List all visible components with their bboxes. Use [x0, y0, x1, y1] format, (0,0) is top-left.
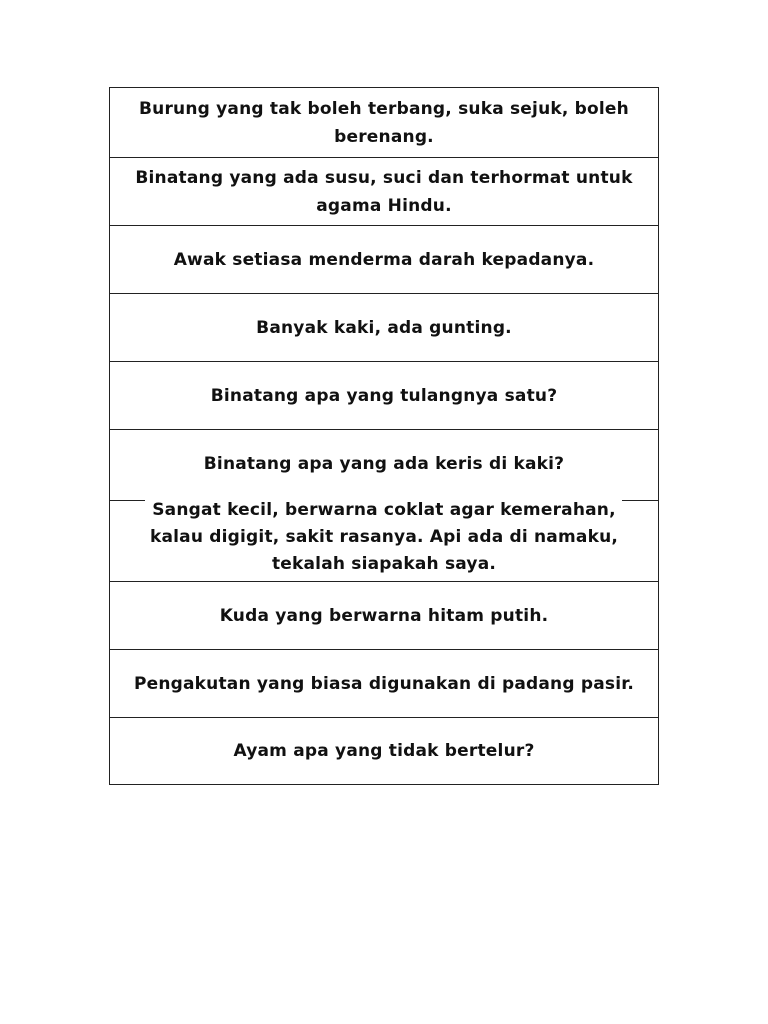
riddle-text: Binatang yang ada susu, suci dan terhormat untuk agama Hindu.: [135, 167, 633, 216]
riddle-row: [110, 157, 658, 225]
riddle-row: [110, 429, 658, 497]
riddle-text: Awak setiasa menderma darah kepadanya.: [173, 249, 595, 270]
riddle-row: [110, 225, 658, 293]
riddle-text: Pengakutan yang biasa digunakan di padang pasir.: [133, 673, 635, 694]
row-divider-right-segment: [622, 500, 658, 501]
riddle-row: [110, 293, 658, 361]
riddle-row: [110, 581, 658, 649]
riddle-row: [110, 717, 658, 784]
riddle-row: [110, 497, 658, 581]
riddle-table: [109, 87, 659, 785]
riddle-text: Burung yang tak boleh terbang, suka sejuk, boleh berenang.: [139, 98, 629, 147]
row-divider-left-segment: [109, 500, 145, 501]
riddle-row: [110, 88, 658, 157]
riddle-text: Sangat kecil, berwarna coklat agar kemerahan, kalau digigit, sakit rasanya. Api ada di namaku, tekalah siapakah saya.: [149, 500, 619, 574]
riddle-text: Binatang apa yang ada keris di kaki?: [203, 453, 565, 474]
riddle-text: Kuda yang berwarna hitam putih.: [219, 605, 549, 626]
riddle-text: Ayam apa yang tidak bertelur?: [233, 741, 535, 761]
riddle-row: [110, 649, 658, 717]
riddle-row: [110, 361, 658, 429]
riddle-text: Banyak kaki, ada gunting.: [256, 317, 512, 338]
riddle-text: Binatang apa yang tulangnya satu?: [210, 385, 558, 406]
